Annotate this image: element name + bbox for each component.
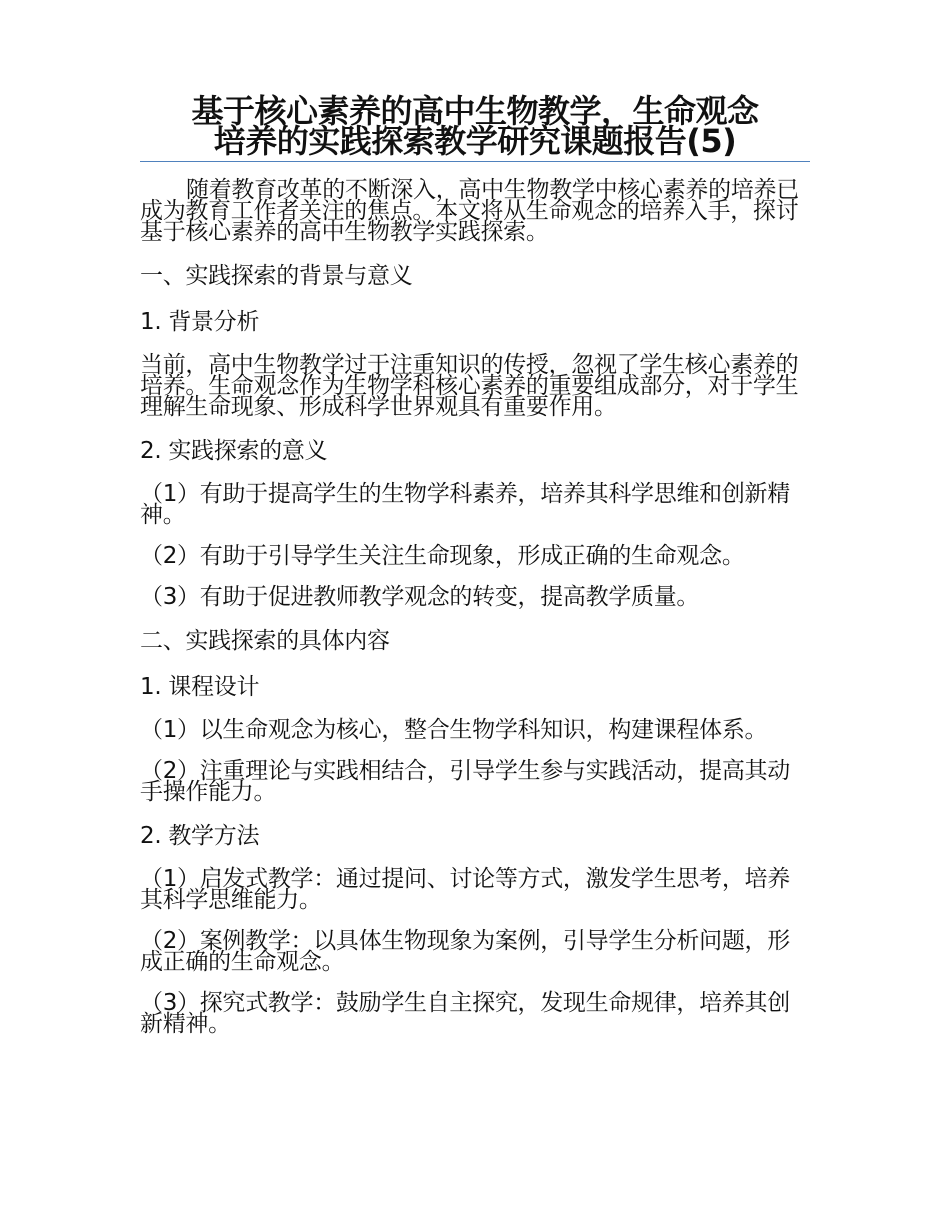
background-paragraph: 当前，高中生物教学过于注重知识的传授，忽视了学生核心素养的培养。生命观念作为生物学科核心素养的重要组成部分，对于学生理解生命现象、形成科学世界观具有重要作用。 — [140, 352, 799, 420]
course-design-item-1: （1）以生命观念为核心，整合生物学科知识，构建课程体系。 — [140, 717, 768, 743]
significance-item-2: （2）有助于引导学生关注生命现象，形成正确的生命观念。 — [140, 543, 745, 569]
section-2-sub-2-heading: 2. 教学方法 — [140, 823, 260, 849]
intro-paragraph: 随着教育改革的不断深入，高中生物教学中核心素养的培养已成为教育工作者关注的焦点。本文将从生命观念的培养入手，探讨基于核心素养的高中生物教学实践探索。 — [140, 177, 799, 245]
significance-item-3: （3）有助于促进教师教学观念的转变，提高教学质量。 — [140, 584, 700, 610]
document-body — [140, 177, 812, 1037]
section-2-sub-1-heading: 1. 课程设计 — [140, 674, 260, 700]
section-1-sub-1-heading: 1. 背景分析 — [140, 309, 260, 335]
section-1-sub-2-heading: 2. 实践探索的意义 — [140, 438, 328, 464]
significance-item-1: （1）有助于提高学生的生物学科素养，培养其科学思维和创新精神。 — [140, 481, 790, 528]
section-2-heading: 二、实践探索的具体内容 — [140, 628, 390, 654]
course-design-item-2: （2）注重理论与实践相结合，引导学生参与实践活动，提高其动手操作能力。 — [140, 758, 790, 805]
document-title — [140, 92, 810, 160]
teaching-method-item-3: （3）探究式教学：鼓励学生自主探究，发现生命规律，培养其创新精神。 — [140, 990, 790, 1037]
title-underline — [140, 161, 810, 162]
title-line-2: 培养的实践探索教学研究课题报告(5) — [213, 122, 737, 160]
section-1-heading: 一、实践探索的背景与意义 — [140, 263, 413, 289]
teaching-method-item-2: （2）案例教学：以具体生物现象为案例，引导学生分析问题，形成正确的生命观念。 — [140, 928, 790, 975]
teaching-method-item-1: （1）启发式教学：通过提问、讨论等方式，激发学生思考，培养其科学思维能力。 — [140, 866, 790, 913]
title-line-1: 基于核心素养的高中生物教学，生命观念 — [191, 92, 759, 130]
